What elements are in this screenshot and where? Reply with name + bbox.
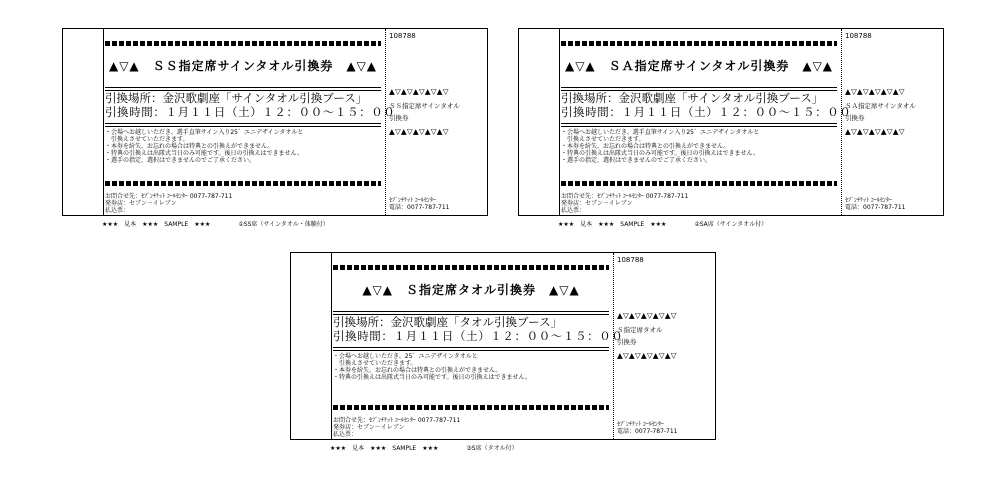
side-seat-label: Ｓ指定席タオル bbox=[617, 326, 663, 334]
sample-mark: ★★★ 見本 ★★★ SAMPLE ★★★ bbox=[330, 445, 439, 452]
ticket-caption bbox=[330, 443, 518, 452]
contact-line: お問合せ先：ｾﾌﾞﾝﾁｹｯﾄ ｺｰﾙｾﾝﾀｰ 0077-787-711 bbox=[105, 193, 233, 200]
ticket-title: ▲▽▲ ＳＡ指定席サインタオル引換券 ▲▽▲ bbox=[564, 59, 834, 73]
ticket-notes: ・会場へお越しいただき、25゛ユニデザインタオルと 引換えさせていただきます。 ・本券を紛失、お忘れの場合は特典との引換えができません。 ・特典の引換えは出隊式当日のみ可能です。後日の引換えはできません。 bbox=[333, 353, 531, 381]
exchange-place: 引換場所：金沢歌劇座「タオル引換ブース」 bbox=[333, 315, 563, 329]
payment-line: 払込票： bbox=[561, 207, 586, 214]
contact-line: お問合せ先：ｾﾌﾞﾝﾁｹｯﾄ ｺｰﾙｾﾝﾀｰ 0077-787-711 bbox=[333, 417, 461, 424]
issuer-line: 発券店：セブン－イレブン bbox=[105, 200, 177, 207]
double-rule bbox=[105, 123, 381, 127]
triangle-row: ▲▽▲▽▲▽▲▽▲▽ bbox=[389, 87, 449, 96]
triangle-row: ▲▽▲▽▲▽▲▽▲▽ bbox=[617, 311, 677, 320]
contact-line: お問合せ先：ｾﾌﾞﾝﾁｹｯﾄ ｺｰﾙｾﾝﾀｰ 0077-787-711 bbox=[561, 193, 689, 200]
stub-divider bbox=[559, 29, 560, 215]
side-contact bbox=[389, 197, 450, 211]
side-contact-phone: 電話：0077-787-711 bbox=[845, 204, 906, 211]
payment-line: 払込票： bbox=[333, 431, 358, 438]
side-seat-label: ＳＳ指定席サインタオル bbox=[389, 102, 460, 110]
double-rule bbox=[333, 347, 609, 351]
dashed-bar-top bbox=[333, 265, 609, 270]
side-contact-name: ｾﾌﾞﾝﾁｹｯﾄ ｺｰﾙｾﾝﾀｰ bbox=[845, 197, 892, 204]
side-ticket-label: 引換券 bbox=[389, 114, 409, 122]
ticket-footer bbox=[561, 193, 688, 214]
issuer-line: 発券店：セブン－イレブン bbox=[333, 424, 405, 431]
perforation-line bbox=[841, 29, 842, 215]
exchange-time: 引換時間：１月１１日（土）１２：００～１５：００ bbox=[561, 105, 852, 119]
issuer-line: 発券店：セブン－イレブン bbox=[561, 200, 633, 207]
stub-divider bbox=[103, 29, 104, 215]
ticket-footer bbox=[333, 417, 460, 438]
ticket-title: ▲▽▲ ＳＳ指定席サインタオル引換券 ▲▽▲ bbox=[108, 59, 378, 73]
triangle-row: ▲▽▲▽▲▽▲▽▲▽ bbox=[389, 127, 449, 136]
ticket-s-towel bbox=[290, 252, 716, 440]
dashed-bar-bottom bbox=[333, 405, 609, 410]
triangle-row: ▲▽▲▽▲▽▲▽▲▽ bbox=[845, 87, 905, 96]
ticket-main bbox=[561, 29, 852, 215]
ticket-sa-sign-towel bbox=[518, 28, 944, 216]
ticket-notes: ・会場へお越しいただき、選手直筆サイン入り25゛ユニデザインタオルと 引換えさせていただきます。 ・本券を紛失、お忘れの場合は特典との引換えができません。 ・特典の引換えは出隊式当日のみ可能です。後日の引換えはできません。 ・選手の指定、選択はできませんのでご了承ください。 bbox=[561, 129, 760, 164]
dashed-bar-bottom bbox=[105, 181, 381, 186]
ticket-title: ▲▽▲ Ｓ指定席タオル引換券 ▲▽▲ bbox=[362, 283, 580, 297]
ticket-code: 108788 bbox=[389, 32, 416, 40]
perforation-line bbox=[613, 253, 614, 439]
side-contact bbox=[617, 421, 678, 435]
ticket-main bbox=[105, 29, 396, 215]
ticket-caption bbox=[558, 219, 767, 228]
sample-mark: ★★★ 見本 ★★★ SAMPLE ★★★ bbox=[558, 221, 667, 228]
dashed-bar-top bbox=[105, 41, 381, 46]
exchange-place: 引換場所：金沢歌劇座「サインタオル引換ブース」 bbox=[105, 91, 368, 105]
exchange-time: 引換時間：１月１１日（土）１２：００～１５：００ bbox=[333, 329, 624, 343]
exchange-place: 引換場所：金沢歌劇座「サインタオル引換ブース」 bbox=[561, 91, 824, 105]
side-ticket-label: 引換券 bbox=[845, 114, 865, 122]
ticket-code: 108788 bbox=[617, 256, 644, 264]
exchange-time: 引換時間：１月１１日（土）１２：００～１５：００ bbox=[105, 105, 396, 119]
side-ticket-label: 引換券 bbox=[617, 338, 637, 346]
payment-line: 払込票： bbox=[105, 207, 130, 214]
triangle-row: ▲▽▲▽▲▽▲▽▲▽ bbox=[845, 127, 905, 136]
ticket-side-stub bbox=[617, 253, 713, 439]
ticket-kind-label: ①SS席（サインタオル・体験付） bbox=[238, 221, 329, 228]
side-contact bbox=[845, 197, 906, 211]
sample-mark: ★★★ 見本 ★★★ SAMPLE ★★★ bbox=[102, 221, 211, 228]
dashed-bar-top bbox=[561, 41, 837, 46]
ticket-code: 108788 bbox=[845, 32, 872, 40]
side-contact-phone: 電話：0077-787-711 bbox=[389, 204, 450, 211]
side-contact-phone: 電話：0077-787-711 bbox=[617, 428, 678, 435]
ticket-side-stub bbox=[845, 29, 941, 215]
side-contact-name: ｾﾌﾞﾝﾁｹｯﾄ ｺｰﾙｾﾝﾀｰ bbox=[389, 197, 436, 204]
ticket-kind-label: ③S席（タオル付） bbox=[466, 445, 518, 452]
ticket-main bbox=[333, 253, 624, 439]
side-seat-label: ＳＡ指定席サインタオル bbox=[845, 102, 916, 110]
side-contact-name: ｾﾌﾞﾝﾁｹｯﾄ ｺｰﾙｾﾝﾀｰ bbox=[617, 421, 664, 428]
ticket-side-stub bbox=[389, 29, 485, 215]
ticket-ss-sign-towel bbox=[62, 28, 488, 216]
dashed-bar-bottom bbox=[561, 181, 837, 186]
ticket-notes: ・会場へお越しいただき、選手直筆サイン入り25゛ユニデザインタオルと 引換えさせていただきます。 ・本券を紛失、お忘れの場合は特典との引換えができません。 ・特典の引換えは出隊式当日のみ可能です。後日の引換えはできません。 ・選手の指定、選択はできませんのでご了承ください。 bbox=[105, 129, 304, 164]
double-rule bbox=[561, 123, 837, 127]
triangle-row: ▲▽▲▽▲▽▲▽▲▽ bbox=[617, 351, 677, 360]
stub-divider bbox=[331, 253, 332, 439]
ticket-footer bbox=[105, 193, 232, 214]
perforation-line bbox=[385, 29, 386, 215]
ticket-caption bbox=[102, 219, 329, 228]
ticket-kind-label: ②SA席（サインタオル付） bbox=[694, 221, 768, 228]
